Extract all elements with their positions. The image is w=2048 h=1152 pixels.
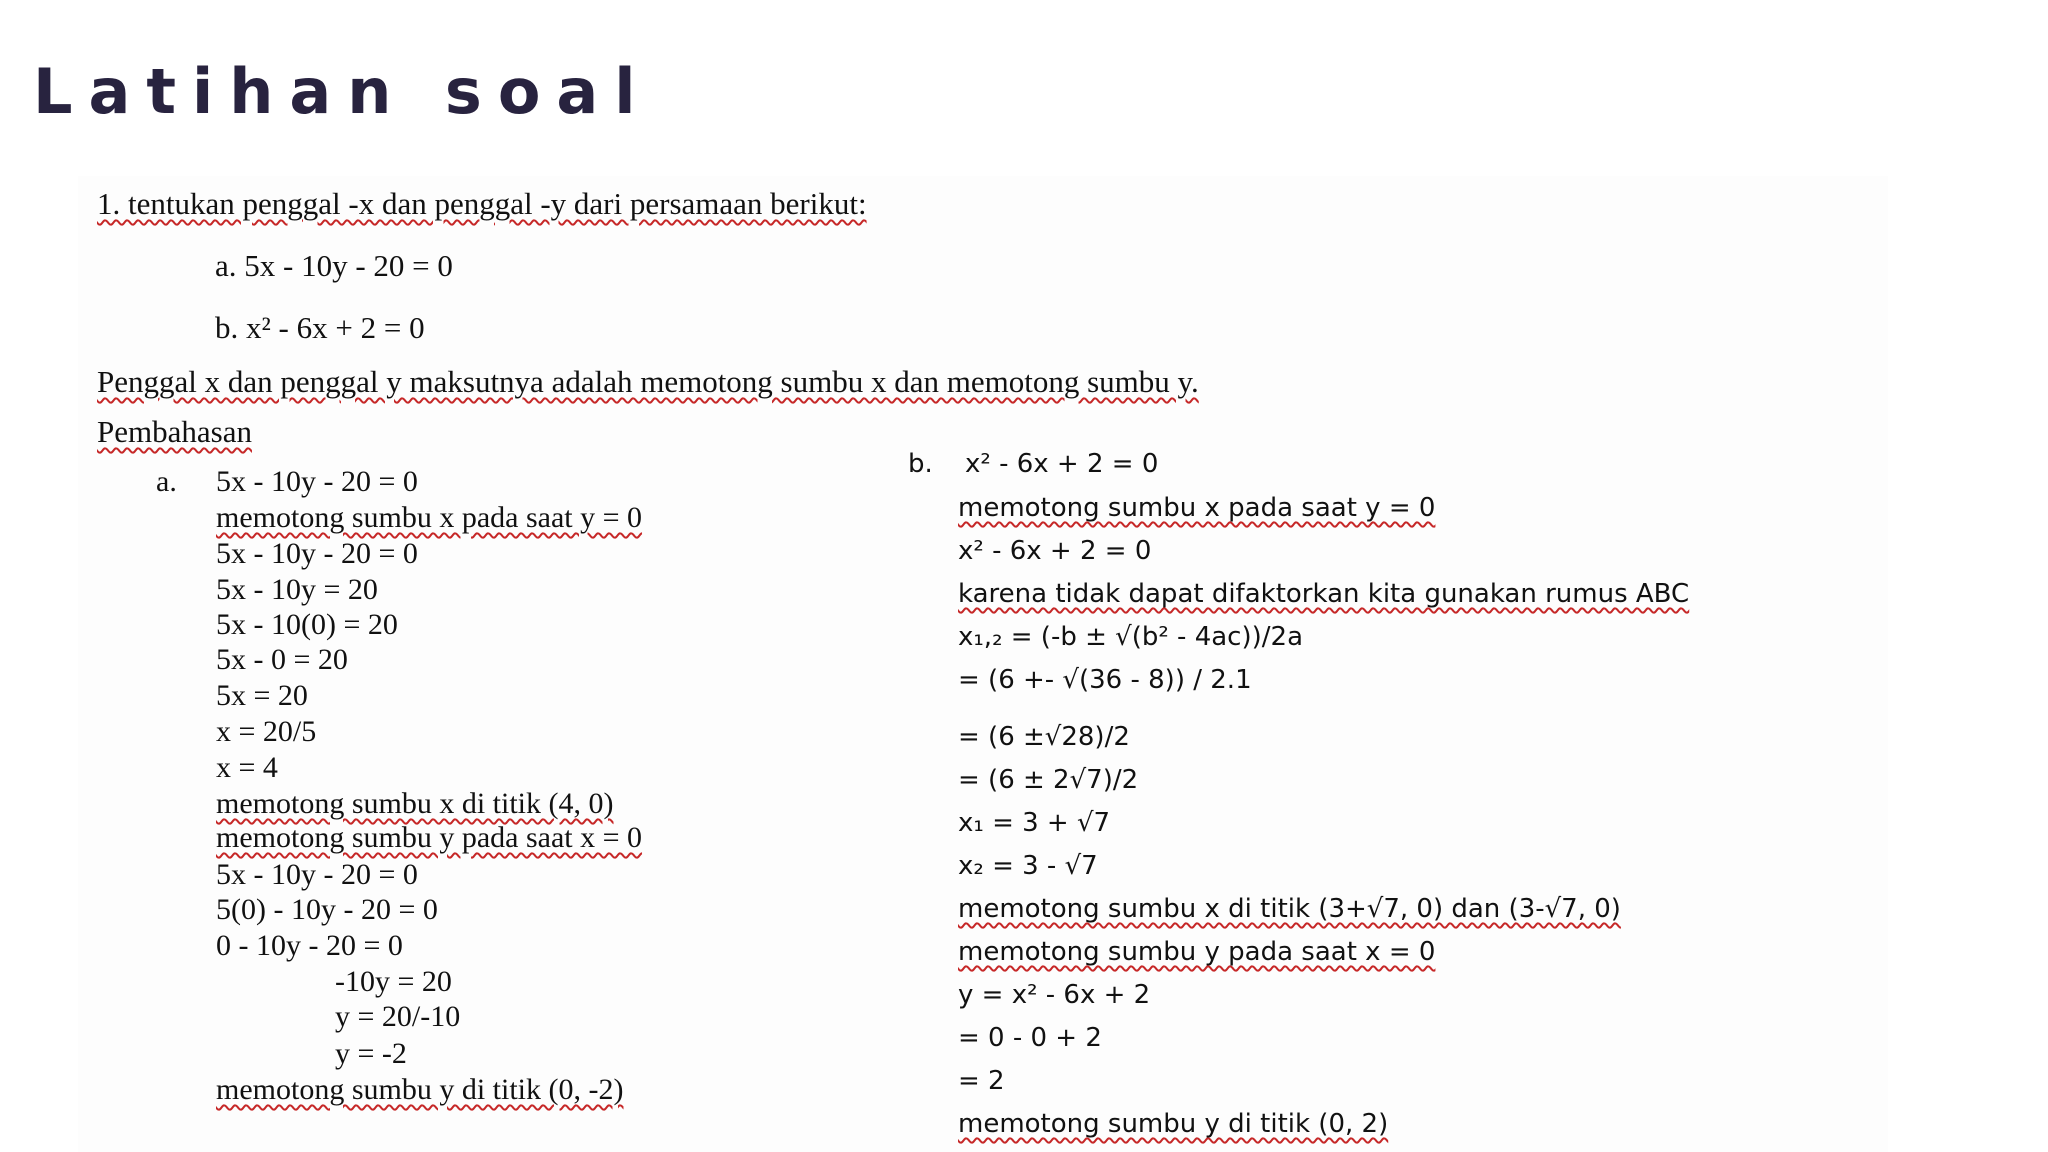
solution-b-line: = 0 - 0 + 2	[958, 1023, 1102, 1053]
question-prompt: 1. tentukan penggal -x dan penggal -y dari persamaan berikut:	[97, 186, 867, 221]
solution-a-line: memotong sumbu y di titik (0, -2)	[216, 1073, 624, 1106]
solution-a-line: 5x - 10y - 20 = 0	[216, 465, 418, 498]
solution-b-line: memotong sumbu y pada saat x = 0	[958, 937, 1436, 967]
solution-b-label: b.	[908, 449, 933, 479]
solution-b-line: = (6 ± 2√7)/2	[958, 765, 1139, 795]
question-item-b: b. x² - 6x + 2 = 0	[215, 310, 425, 345]
solution-a-line: 5x - 10y - 20 = 0	[216, 858, 418, 891]
solution-a-line: 5(0) - 10y - 20 = 0	[216, 893, 438, 926]
solution-a-line: 5x = 20	[216, 679, 308, 712]
solution-b-line: y = x² - 6x + 2	[958, 980, 1151, 1010]
solution-a-line: -10y = 20	[335, 965, 452, 998]
solution-b-line: x₁,₂ = (-b ± √(b² - 4ac))/2a	[958, 622, 1303, 652]
solution-a-line: memotong sumbu x pada saat y = 0	[216, 501, 643, 534]
solution-b-line: = (6 ±√28)/2	[958, 722, 1130, 752]
solution-a-line: x = 20/5	[216, 715, 317, 748]
solution-a-line: 0 - 10y - 20 = 0	[216, 929, 403, 962]
question-item-a: a. 5x - 10y - 20 = 0	[215, 248, 453, 283]
solution-b-line: = (6 +- √(36 - 8)) / 2.1	[958, 665, 1252, 695]
solution-b-line: x² - 6x + 2 = 0	[958, 536, 1152, 566]
solution-a-line: memotong sumbu y pada saat x = 0	[216, 821, 643, 854]
solution-b-line: karena tidak dapat difaktorkan kita gunakan rumus ABC	[958, 579, 1690, 609]
solution-a-line: 5x - 10(0) = 20	[216, 608, 398, 641]
solution-b-line: memotong sumbu x di titik (3+√7, 0) dan (3-√7, 0)	[958, 894, 1621, 924]
solution-a-line: x = 4	[216, 751, 278, 784]
solution-a-line: 5x - 10y - 20 = 0	[216, 537, 418, 570]
solution-a-line: 5x - 10y = 20	[216, 573, 378, 606]
solution-a-label: a.	[156, 465, 177, 498]
solution-b-line: x₁ = 3 + √7	[958, 808, 1111, 838]
discussion-heading: Pembahasan	[97, 414, 252, 449]
solution-b-line: memotong sumbu x pada saat y = 0	[958, 493, 1436, 523]
solution-b-line: memotong sumbu y di titik (0, 2)	[958, 1109, 1389, 1139]
solution-b-header: x² - 6x + 2 = 0	[965, 449, 1159, 479]
slide-title: Latihan soal	[33, 55, 652, 128]
definition-text: Penggal x dan penggal y maksutnya adalah memotong sumbu x dan memotong sumbu y.	[97, 364, 1199, 399]
solution-a-line: memotong sumbu x di titik (4, 0)	[216, 787, 614, 820]
solution-a-line: y = 20/-10	[335, 1000, 461, 1033]
solution-b-line: x₂ = 3 - √7	[958, 851, 1098, 881]
solution-a-line: 5x - 0 = 20	[216, 643, 348, 676]
solution-a-line: y = -2	[335, 1037, 407, 1070]
solution-b-line: = 2	[958, 1066, 1005, 1096]
